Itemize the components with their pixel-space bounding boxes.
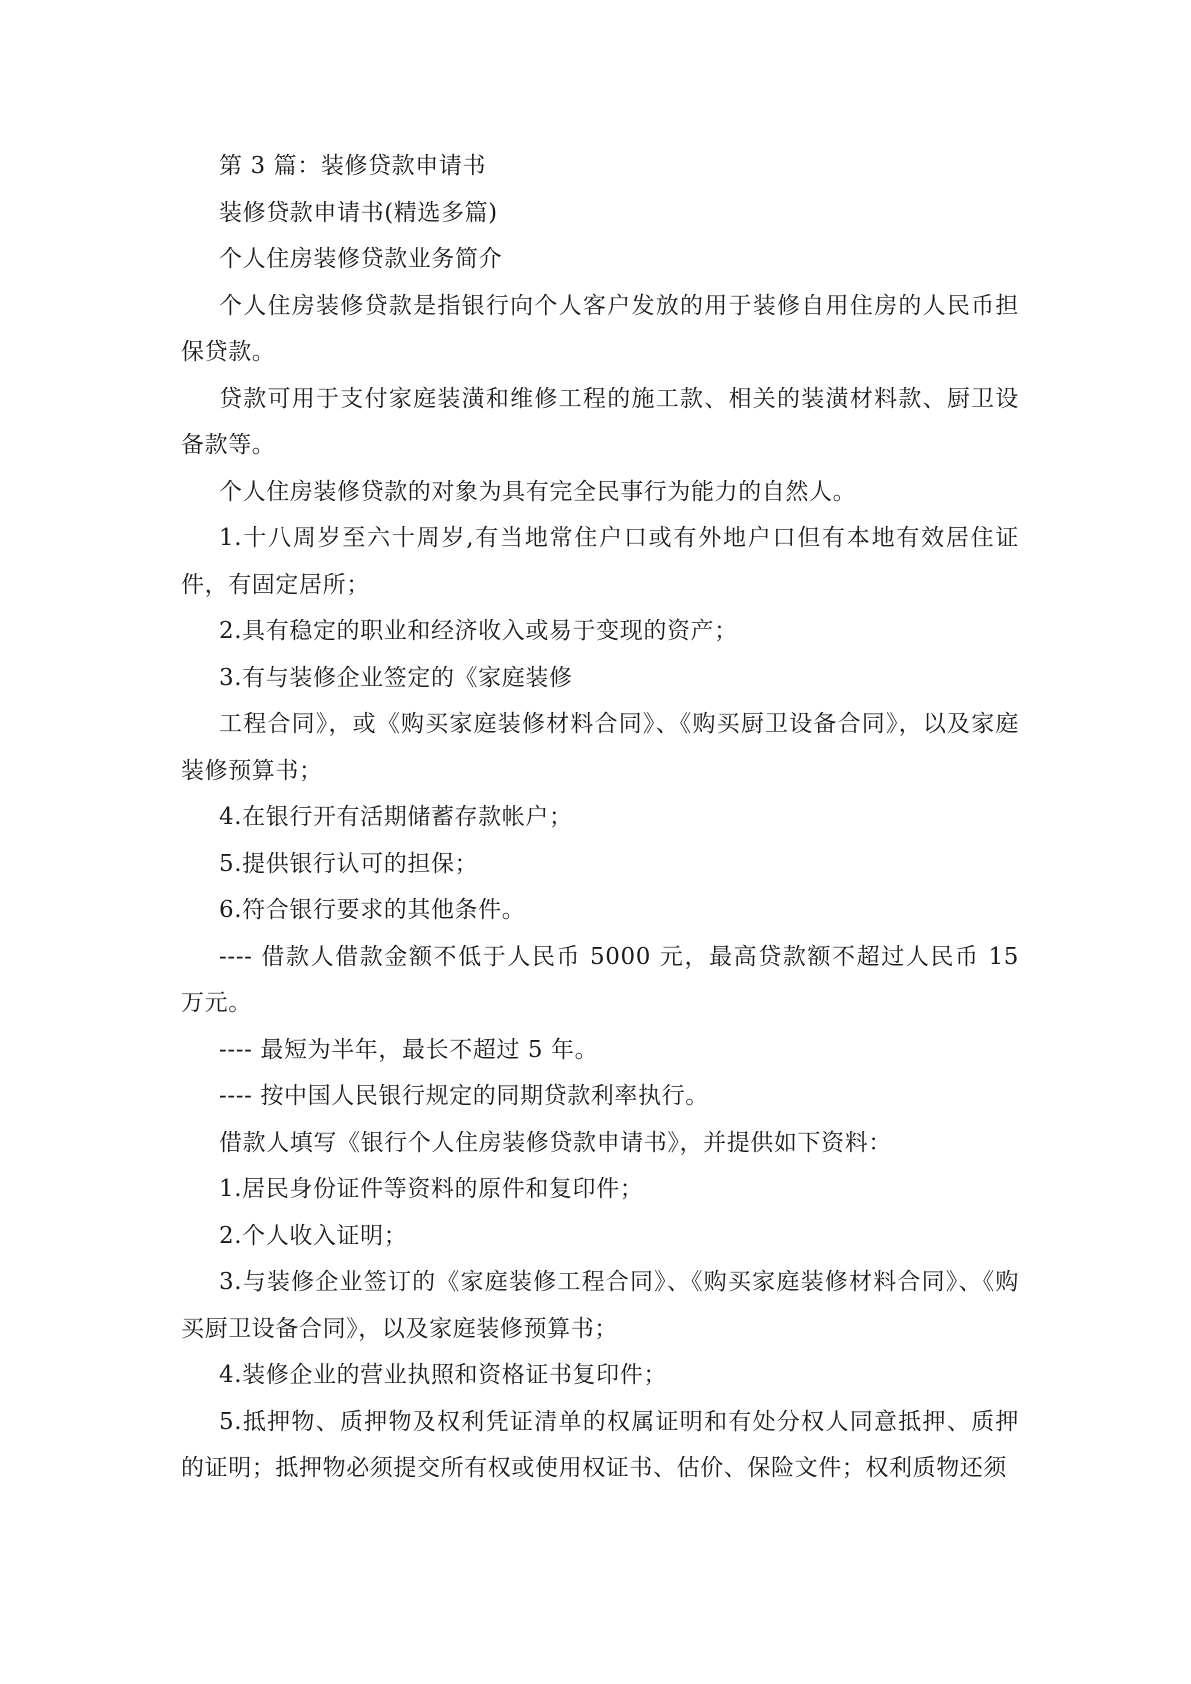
paragraph-application: 借款人填写《银行个人住房装修贷款申请书》，并提供如下资料： (219, 1129, 892, 1156)
list-item-material-3: 3.与装修企业签订的《家庭装修工程合同》、《购买家庭装修材料合同》、《购买厨卫设备合同》，以及家庭装修预算书； (181, 1269, 1019, 1342)
list-item-condition-3-cont: 工程合同》，或《购买家庭装修材料合同》、《购买厨卫设备合同》，以及家庭装修预算书； (181, 711, 1019, 784)
list-item-material-2: 2.个人收入证明； (219, 1222, 408, 1249)
list-item-condition-5: 5.提供银行认可的担保； (219, 850, 479, 877)
list-item-condition-6: 6.符合银行要求的其他条件。 (219, 897, 526, 923)
list-item-condition-4: 4.在银行开有活期储蓄存款帐户； (219, 804, 573, 830)
paragraph-eligibility: 个人住房装修贷款的对象为具有完全民事行为能力的自然人。 (219, 478, 857, 505)
list-item-material-1: 1.居民身份证件等资料的原件和复印件； (219, 1176, 644, 1202)
list-item-condition-1: 1.十八周岁至六十周岁,有当地常住户口或有外地户口但有本地有效居住证件，有固定居所； (181, 525, 1019, 598)
paragraph-definition: 个人住房装修贷款是指银行向个人客户发放的用于装修自用住房的人民币担保贷款。 (181, 292, 1019, 365)
document-title: 装修贷款申请书(精选多篇) (219, 199, 498, 226)
section-heading: 第 3 篇：装修贷款申请书 (219, 153, 487, 179)
list-item-condition-3: 3.有与装修企业签定的《家庭装修 (219, 664, 573, 691)
list-item-material-4: 4.装修企业的营业执照和资格证书复印件； (219, 1362, 667, 1388)
paragraph-interest-rate: ---- 按中国人民银行规定的同期贷款利率执行。 (219, 1083, 709, 1109)
paragraph-loan-amount: ---- 借款人借款金额不低于人民币 5000 元，最高贷款额不超过人民币 15 万元。 (181, 943, 1019, 1016)
paragraph-usage: 贷款可用于支付家庭装潢和维修工程的施工款、相关的装潢材料款、厨卫设备款等。 (181, 385, 1019, 458)
paragraph-loan-term: ---- 最短为半年，最长不超过 5 年。 (219, 1036, 599, 1063)
subsection-heading: 个人住房装修贷款业务简介 (219, 246, 503, 272)
list-item-material-5: 5.抵押物、质押物及权利凭证清单的权属证明和有处分权人同意抵押、质押的证明；抵押物必须提交所有权或使用权证书、估价、保险文件；权利质物还须 (181, 1408, 1019, 1481)
document-body (181, 143, 1019, 1492)
list-item-condition-2: 2.具有稳定的职业和经济收入或易于变现的资产； (219, 618, 738, 644)
